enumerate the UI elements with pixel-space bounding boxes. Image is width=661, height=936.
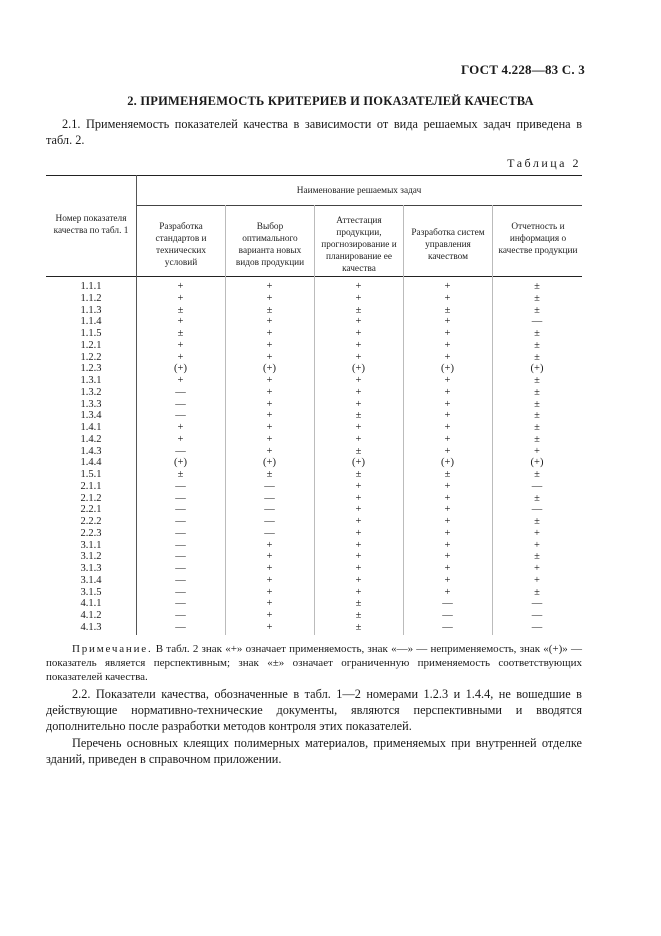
document-reference: ГОСТ 4.228—83 С. 3 [460,62,585,77]
applicability-table [46,175,582,635]
row-number: 1.4.3 [80,445,102,457]
applicability-mark: + [444,527,451,539]
row-number: 4.1.2 [80,610,102,621]
applicability-mark: — [175,586,186,598]
applicability-mark: + [355,281,362,292]
applicability-mark: + [534,574,540,586]
applicability-mark: + [444,339,451,351]
applicability-mark: — [175,386,186,398]
applicability-mark: (+) [530,363,544,375]
applicability-mark: + [355,480,362,492]
table-row [46,305,582,317]
applicability-mark: — [175,398,186,410]
applicability-mark: (+) [441,457,454,469]
paragraph-2-1 [46,116,582,148]
applicability-mark: + [266,445,273,457]
applicability-mark: + [266,410,273,422]
applicability-mark: + [266,621,273,633]
applicability-mark: + [355,574,362,586]
applicability-mark: + [444,351,451,363]
applicability-mark: — [175,563,186,574]
applicability-mark: ± [534,586,540,598]
applicability-mark: + [355,492,362,504]
table-row [46,528,582,540]
applicability-mark: ± [444,469,451,480]
row-number: 1.1.1 [80,281,102,292]
row-number: 1.3.4 [80,410,102,422]
applicability-mark: + [444,516,451,527]
applicability-mark: — [175,621,186,633]
applicability-mark: + [177,281,184,292]
applicability-mark: ± [534,516,540,527]
applicability-mark: + [355,551,362,563]
row-number: 3.1.3 [80,563,102,574]
applicability-mark: + [355,539,362,551]
applicability-mark: ± [266,304,273,316]
applicability-mark: + [355,386,362,398]
row-number: 1.4.1 [80,422,102,433]
applicability-mark: + [355,351,362,363]
applicability-mark: + [266,316,273,328]
applicability-mark: — [175,410,186,422]
applicability-mark: ± [355,410,362,422]
row-number: 1.1.3 [80,304,102,316]
paragraph-2-2 [46,686,582,734]
row-number: 1.3.2 [80,386,102,398]
row-number: 3.1.2 [80,551,102,563]
applicability-mark: + [266,586,273,598]
applicability-mark: (+) [441,363,454,375]
table-row [46,551,582,563]
group-header-rule [136,205,582,206]
applicability-mark: ± [534,375,540,386]
group-header: Наименование решаемых задач [296,186,422,196]
applicability-mark: (+) [263,457,276,469]
table-top-rule [46,175,582,176]
applicability-mark: — [264,492,275,504]
table-row [46,293,582,305]
applicability-mark: + [355,516,362,527]
applicability-mark: + [266,351,273,363]
applicability-mark: + [444,574,451,586]
applicability-mark: + [177,422,184,433]
applicability-mark: + [355,504,362,516]
applicability-mark: ± [534,422,540,433]
table-row [46,352,582,364]
applicability-mark: + [266,539,273,551]
applicability-mark: ± [444,304,451,316]
table-row [46,434,582,446]
applicability-mark: ± [177,304,184,316]
applicability-mark: + [355,433,362,445]
applicability-mark: + [355,586,362,598]
applicability-mark: + [177,375,184,386]
table-row [46,363,582,375]
column-header: Отчетность и информация о качестве продукции [498,222,578,256]
applicability-mark: — [175,516,186,527]
table-row [46,410,582,422]
table-row [46,469,582,481]
table-row [46,493,582,505]
row-number: 3.1.5 [80,586,102,598]
applicability-mark: + [355,316,362,328]
table-row [46,587,582,599]
applicability-mark: — [531,598,543,610]
applicability-mark: + [534,445,540,457]
row-number: 2.2.2 [80,516,102,527]
applicability-mark: + [444,281,451,292]
section-title: 2. ПРИМЕНЯЕМОСТЬ КРИТЕРИЕВ И ПОКАЗАТЕЛЕЙ КАЧЕСТВА [127,94,534,108]
applicability-mark: + [177,292,184,304]
row-number: 1.5.1 [80,469,102,480]
column-header: Аттестация продукции, прогнозирование и планирование ее качества [321,216,397,274]
applicability-mark: + [444,563,451,574]
table-row [46,610,582,622]
row-number: 1.3.1 [80,375,102,386]
applicability-mark: ± [534,304,540,316]
applicability-mark: + [534,527,540,539]
applicability-mark: ± [534,281,540,292]
applicability-mark: — [442,598,453,610]
row-number: 4.1.1 [80,598,102,610]
applicability-mark: ± [534,433,540,445]
applicability-mark: + [444,375,451,386]
applicability-mark: + [444,480,451,492]
applicability-mark: ± [355,469,362,480]
applicability-mark: + [444,398,451,410]
applicability-mark: — [175,527,186,539]
applicability-mark: ± [534,292,540,304]
applicability-mark: + [177,316,184,328]
applicability-mark: ± [355,304,362,316]
table-row [46,328,582,340]
applicability-mark: ± [355,445,362,457]
applicability-mark: + [355,422,362,433]
applicability-mark: + [534,563,540,574]
applicability-mark: ± [534,410,540,422]
applicability-mark: + [266,328,273,339]
row-number: 1.1.5 [80,328,102,339]
row-number: 1.2.3 [80,363,102,375]
table-row [46,446,582,458]
applicability-mark: + [266,422,273,433]
table-row [46,540,582,552]
row-number: 1.1.2 [80,292,102,304]
applicability-mark: ± [534,492,540,504]
applicability-mark: — [175,610,186,621]
table-row [46,281,582,293]
applicability-mark: + [266,563,273,574]
applicability-mark: + [355,563,362,574]
applicability-mark: — [531,316,543,328]
applicability-mark: + [266,375,273,386]
applicability-mark: + [444,433,451,445]
table-row [46,504,582,516]
paragraph-2-1-text: 2.1. Применяемость показателей качества в зависимости от вида решаемых задач приведена в табл. 2. [46,117,582,147]
applicability-mark: — [264,527,275,539]
table-caption: Таблица 2 [507,156,581,170]
note-text: В табл. 2 знак «+» означает применяемость, знак «—» — неприменяемость, знак «(+)» — показатель является перспективным; знак «±» означает ограниченную применяемость соответствующих показателей качества. [46,643,582,683]
applicability-mark: + [266,386,273,398]
row-number: 3.1.4 [80,574,102,586]
applicability-mark: + [444,504,451,516]
applicability-mark: + [177,351,184,363]
row-number: 2.1.1 [80,480,102,492]
paragraph-list-reference [46,735,582,767]
table-row [46,598,582,610]
applicability-mark: (+) [174,363,187,375]
table-note [46,642,582,684]
paragraph-list-text: Перечень основных клеящих полимерных материалов, применяемых при внутренней отделке зданий, приведен в справочном приложении. [46,736,582,766]
applicability-mark: + [355,328,362,339]
table-row [46,375,582,387]
table-row [46,622,582,634]
note-lead: Примечание. [72,643,153,655]
paragraph-2-2-text: 2.2. Показатели качества, обозначенные в табл. 1—2 номерами 1.2.3 и 1.4.4, не вошедшие в действующие нормативно-технические документы, являются перспективными и вводятся дополнительно после разработки методов контроля этих показателей. [46,687,582,733]
applicability-mark: ± [355,610,362,621]
applicability-mark: + [444,539,451,551]
applicability-mark: — [175,551,186,563]
applicability-mark: + [444,551,451,563]
applicability-mark: + [266,574,273,586]
applicability-mark: — [531,621,543,633]
applicability-mark: + [355,375,362,386]
row-number: 3.1.1 [80,539,102,551]
row-number: 1.3.3 [80,398,102,410]
table-row [46,563,582,575]
row-number: 1.1.4 [80,316,102,328]
applicability-mark: + [266,398,273,410]
applicability-mark: + [444,445,451,457]
applicability-mark: + [444,328,451,339]
applicability-mark: (+) [174,457,187,469]
applicability-mark: ± [534,398,540,410]
row-number: 1.4.2 [80,433,102,445]
applicability-mark: + [266,598,273,610]
applicability-mark: ± [534,328,540,339]
applicability-mark: + [266,292,273,304]
row-number: 2.2.3 [80,527,102,539]
row-number: 2.1.2 [80,492,102,504]
applicability-mark: ± [534,351,540,363]
applicability-mark: — [175,539,186,551]
table-row [46,340,582,352]
table-row [46,422,582,434]
applicability-mark: + [266,551,273,563]
row-number: 2.2.1 [80,504,102,516]
row-number: 4.1.3 [80,621,102,633]
table-row [46,516,582,528]
applicability-mark: — [264,480,275,492]
row-number: 1.4.4 [80,457,102,469]
applicability-mark: + [444,386,451,398]
applicability-mark: + [266,433,273,445]
column-header: Разработка стандартов и технических условий [155,222,207,268]
applicability-mark: ± [534,469,540,480]
applicability-mark: ± [534,386,540,398]
row-number: 1.2.2 [80,351,102,363]
applicability-mark: + [266,339,273,351]
applicability-mark: — [175,504,186,516]
applicability-mark: + [355,292,362,304]
applicability-mark: ± [355,598,362,610]
applicability-mark: + [355,339,362,351]
applicability-mark: + [444,422,451,433]
applicability-mark: + [444,492,451,504]
applicability-mark: — [442,621,453,633]
applicability-mark: ± [534,551,540,563]
row-number: 1.2.1 [80,339,102,351]
table-row [46,575,582,587]
applicability-mark: + [444,410,451,422]
applicability-mark: ± [266,469,273,480]
table-row [46,387,582,399]
applicability-mark: + [177,433,184,445]
applicability-mark: — [442,610,453,621]
applicability-mark: + [355,527,362,539]
applicability-mark: — [531,504,543,516]
applicability-mark: (+) [263,363,276,375]
applicability-mark: ± [177,328,184,339]
applicability-mark: + [444,586,451,598]
applicability-mark: — [531,480,543,492]
applicability-mark: (+) [352,363,365,375]
applicability-mark: + [355,398,362,410]
applicability-mark: (+) [352,457,365,469]
applicability-mark: — [175,480,186,492]
table-row [46,481,582,493]
applicability-mark: — [175,574,186,586]
applicability-mark: ± [177,469,184,480]
applicability-mark: — [175,598,186,610]
applicability-mark: (+) [530,457,544,469]
column-header: Разработка систем управления качеством [411,228,485,262]
table-row [46,399,582,411]
table-row [46,457,582,469]
applicability-mark: ± [355,621,362,633]
applicability-mark: — [175,492,186,504]
column-header-number: Номер показателя качества по табл. 1 [53,214,129,236]
applicability-mark: — [531,610,543,621]
column-header: Выбор оптимального варианта новых видов продукции [235,222,305,268]
applicability-mark: + [444,316,451,328]
applicability-mark: + [177,339,184,351]
applicability-mark: + [266,610,273,621]
applicability-mark: + [534,539,540,551]
applicability-mark: + [444,292,451,304]
applicability-mark: + [266,281,273,292]
table-row [46,316,582,328]
applicability-mark: — [175,445,186,457]
applicability-mark: — [264,516,275,527]
applicability-mark: — [264,504,275,516]
applicability-mark: ± [534,339,540,351]
